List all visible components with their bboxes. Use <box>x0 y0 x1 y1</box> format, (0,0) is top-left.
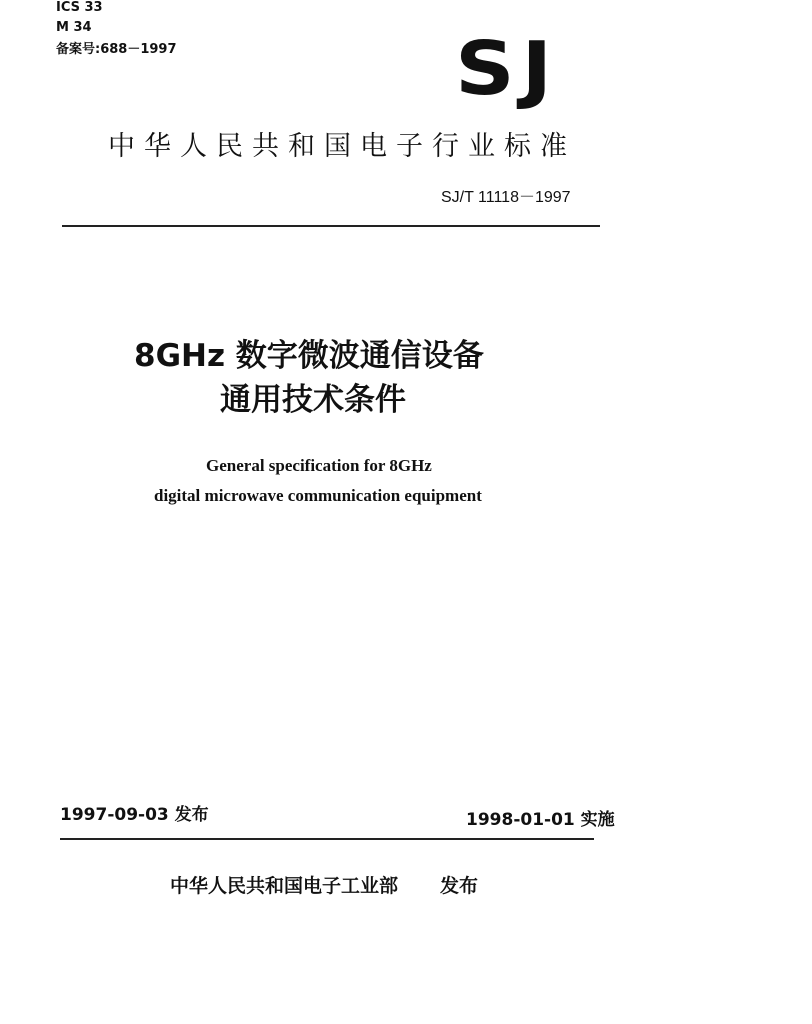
effective-date: 1998-01-01 实施 <box>466 810 615 830</box>
filing-number: 备案号:688－1997 <box>56 42 177 57</box>
standard-code: SJ/T 11118－1997 <box>441 189 571 206</box>
ics-code: ICS 33 <box>56 0 103 15</box>
publisher-action: 发布 <box>440 875 479 897</box>
header-divider <box>62 225 600 227</box>
english-title-line2: digital microwave communication equipment <box>154 486 482 505</box>
publisher-name: 中华人民共和国电子工业部 <box>170 875 399 897</box>
issue-date: 1997-09-03 发布 <box>60 805 209 825</box>
standard-type-title: 中华人民共和国电子行业标准 <box>108 131 576 162</box>
document-title-line2: 通用技术条件 <box>220 382 406 418</box>
english-title-line1: General specification for 8GHz <box>206 456 432 475</box>
document-title-line1: 8GHz 数字微波通信设备 <box>134 338 484 374</box>
classification-code: M 34 <box>56 20 92 35</box>
sj-logo: SJ <box>455 26 559 112</box>
footer-divider <box>60 838 594 840</box>
